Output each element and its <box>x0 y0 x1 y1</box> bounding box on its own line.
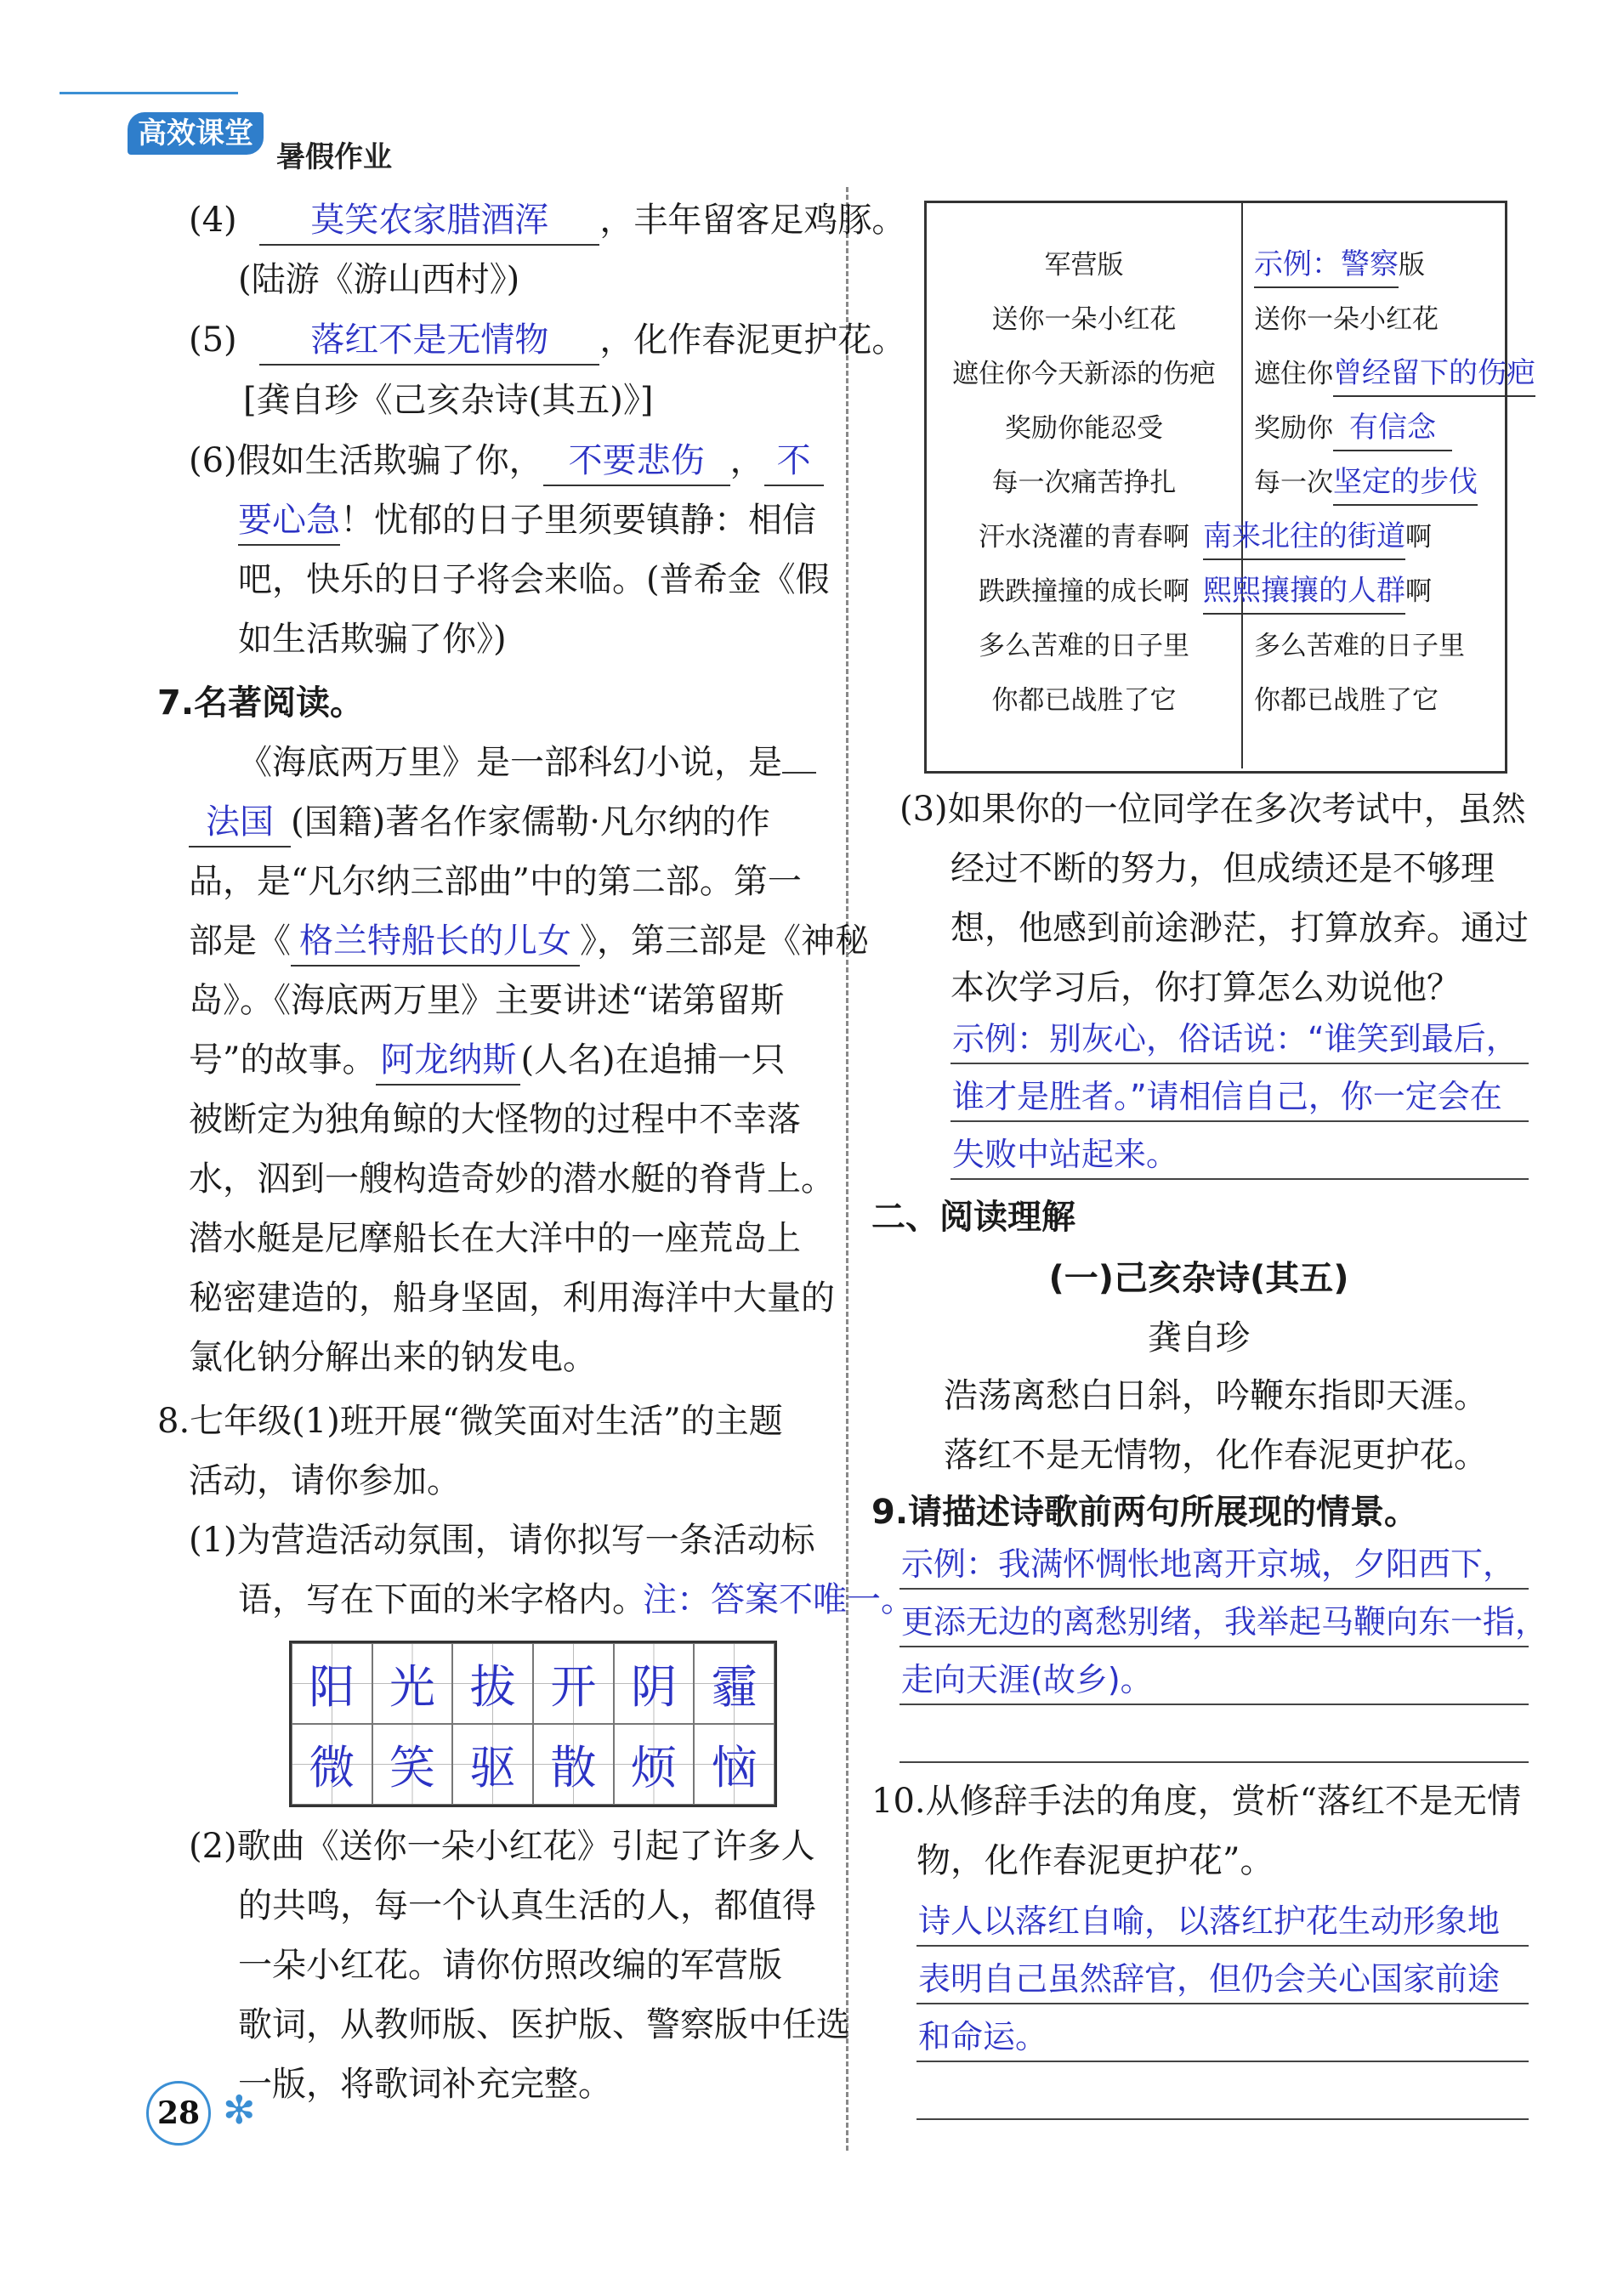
q7-l10: 秘密建造的，船身坚固，利用海洋中大量的 <box>189 1278 835 1318</box>
song-right-line <box>1203 564 1501 619</box>
q8-p2b: 的共鸣，每一个认真生活的人，都值得 <box>238 1886 816 1925</box>
q10-answer: 和命运。 <box>918 2018 1048 2055</box>
song-right-line: 送你一朵小红花 <box>1254 304 1439 335</box>
song-right-line: 你都已战胜了它 <box>1254 685 1439 716</box>
answer-line <box>916 2118 1529 2120</box>
grid-cell: 烦 <box>614 1724 695 1805</box>
q8-3-l4: 本次学习后，你打算怎么劝说他？ <box>951 968 1461 1007</box>
song-table-divider <box>1241 201 1243 768</box>
q6-answer1: 不要悲伤 <box>568 441 705 480</box>
q8-p2c: 一朵小红花。请你仿照改编的军营版 <box>238 1946 782 1985</box>
q7-book-blank <box>291 917 580 967</box>
grid-cell: 散 <box>533 1724 614 1805</box>
q10-t2: 物，化作春泥更护花”。 <box>916 1841 1274 1880</box>
q8-3-answer: 示例：别灰心，俗话说：“谁笑到最后， <box>952 1020 1518 1057</box>
answer-line <box>899 1761 1529 1763</box>
song-right-title <box>1254 238 1501 292</box>
header-subtitle: 暑假作业 <box>276 140 392 174</box>
song-left-line: 多么苦难的日子里 <box>979 631 1189 661</box>
song-left-title: 军营版 <box>1044 250 1124 281</box>
song-r6-answer: 熙熙攘攘的人群 <box>1203 569 1405 615</box>
q7-country-blank <box>189 798 291 848</box>
q7-l1-text: 《海底两万里》是一部科幻小说，是 <box>238 743 782 782</box>
q8-p1b <box>238 1571 915 1630</box>
song-right-title-answer: 示例：警察 <box>1254 242 1399 288</box>
q7-person-blank <box>376 1036 520 1086</box>
page-number: 28 <box>146 2081 211 2146</box>
section-title: 二、阅读理解 <box>871 1198 1075 1237</box>
q7-l2 <box>189 793 770 852</box>
q5-source: [龚自珍《己亥杂诗(其五)》] <box>243 381 654 420</box>
q6-line1 <box>189 432 824 490</box>
q6-answer2a: 不 <box>776 441 811 480</box>
song-left-line: 送你一朵小红花 <box>991 304 1177 335</box>
song-r4-pre: 每一次 <box>1254 468 1333 498</box>
q8-p2d: 歌词，从教师版、医护版、警察版中任选 <box>238 2005 850 2044</box>
poem-line: 落红不是无情物，化作春泥更护花。 <box>944 1436 1488 1475</box>
q9-answer: 更添无边的离愁别绪，我举起马鞭向东一指， <box>901 1603 1548 1641</box>
q5-line <box>189 311 905 370</box>
grid-cell: 开 <box>533 1643 614 1724</box>
q4-answer-blank <box>259 196 599 246</box>
q8-3-l2: 经过不断的努力，但成绩还是不够理 <box>951 849 1495 888</box>
q9-answer: 走向天涯(故乡)。 <box>901 1661 1153 1698</box>
q8-3-l3: 想，他感到前途渺茫，打算放弃。通过 <box>951 909 1529 948</box>
grid-cell: 阴 <box>614 1643 695 1724</box>
q9-answer: 示例：我满怀惆怅地离开京城，夕阳西下， <box>901 1545 1516 1583</box>
q9-title: 9.请描述诗歌前两句所展现的情景。 <box>871 1493 1419 1532</box>
song-r3-answer: 有信念 <box>1333 405 1452 451</box>
song-r2-answer: 曾经留下的伤疤 <box>1333 351 1535 397</box>
song-r5-answer: 南来北往的街道 <box>1203 514 1405 560</box>
q10-answer: 表明自己虽然辞官，但仍会关心国家前途 <box>918 1960 1501 1998</box>
q5-answer-blank <box>259 316 599 366</box>
q7-l5: 岛》。《海底两万里》主要讲述“诺第留斯 <box>189 981 785 1020</box>
song-left-column <box>927 238 1241 728</box>
q6-pre: (6)假如生活欺骗了你， <box>189 441 543 480</box>
q7-person-answer: 阿龙纳斯 <box>380 1040 517 1080</box>
song-r5-post: 啊 <box>1405 522 1432 553</box>
song-right-line <box>1203 510 1501 564</box>
flower-icon: ✻ <box>223 2087 256 2133</box>
poem-line: 浩荡离愁白日斜，吟鞭东指即天涯。 <box>944 1376 1488 1415</box>
q7-country-answer: 法国 <box>206 802 274 842</box>
brand-badge: 高效课堂 <box>128 112 264 155</box>
q4-source: (陆游《游山西村》) <box>238 260 520 299</box>
q5-rest: ，化作春泥更护花。 <box>599 320 906 360</box>
song-r4-answer: 坚定的步伐 <box>1333 460 1478 506</box>
q8-title2: 活动，请你参加。 <box>189 1461 461 1500</box>
q8-p2a: (2)歌曲《送你一朵小红花》引起了许多人 <box>189 1827 815 1866</box>
grid-cell: 恼 <box>694 1724 775 1805</box>
q7-l6-pre: 号”的故事。 <box>189 1040 377 1080</box>
song-left-line: 汗水浇灌的青春啊 <box>979 522 1189 553</box>
song-left-line: 每一次痛苦挣扎 <box>991 468 1177 498</box>
q10-t1-text: 10.从修辞手法的角度，赏析“落红不是无情 <box>871 1782 1522 1821</box>
header-decor-line <box>60 92 238 94</box>
q7-l9: 潜水艇是尼摩船长在大洋中的一座荒岛上 <box>189 1219 801 1258</box>
q7-l6-post: (人名)在追捕一只 <box>520 1040 786 1080</box>
song-right-line <box>1254 347 1535 401</box>
grid-cell: 拔 <box>452 1643 533 1724</box>
q7-l8: 水，泅到一艘构造奇妙的潜水艇的脊背上。 <box>189 1159 835 1199</box>
q6-line3: 吧，快乐的日子将会来临。(普希金《假 <box>238 560 830 599</box>
poem-author: 龚自珍 <box>1148 1318 1250 1358</box>
q8-title1-text: 8.七年级(1)班开展“微笑面对生活”的主题 <box>157 1402 783 1441</box>
q6-line2 <box>238 491 816 550</box>
q7-l4-pre: 部是《 <box>189 921 291 961</box>
q7-l6 <box>189 1031 786 1090</box>
q7-book-answer: 格兰特船长的儿女 <box>299 921 571 961</box>
grid-cell: 笑 <box>372 1724 453 1805</box>
grid-cell: 阳 <box>292 1643 372 1724</box>
q4-rest: ，丰年留客足鸡豚。 <box>599 201 906 240</box>
q6-line2-rest: ！忧郁的日子里须要镇静：相信 <box>340 501 816 540</box>
song-right-line: 多么苦难的日子里 <box>1254 631 1465 661</box>
q10-answer: 诗人以落红自喻，以落红护花生动形象地 <box>918 1902 1501 1940</box>
song-left-line: 跌跌撞撞的成长啊 <box>979 576 1189 607</box>
q8-p1b-text: 语，写在下面的米字格内。 <box>238 1580 646 1619</box>
q4-line <box>189 191 905 250</box>
q8-p2e: 一版，将歌词补充完整。 <box>238 2065 612 2104</box>
q7-l1-blank <box>782 772 816 774</box>
song-left-line: 奖励你能忍受 <box>1005 413 1163 444</box>
q4-answer: 莫笑农家腊酒浑 <box>310 201 549 240</box>
q6-line4: 如生活欺骗了你》) <box>238 620 507 659</box>
song-left-line: 你都已战胜了它 <box>991 685 1177 716</box>
q5-num: (5) <box>189 320 237 360</box>
mizige-grid <box>289 1641 777 1807</box>
grid-cell: 霾 <box>694 1643 775 1724</box>
song-right-title-suffix: 版 <box>1399 250 1425 281</box>
q8-title1 <box>157 1392 783 1451</box>
q7-l4 <box>189 912 869 971</box>
q7-l7: 被断定为独角鲸的大怪物的过程中不幸落 <box>189 1100 801 1139</box>
song-left-line: 遮住你今天新添的伤疤 <box>952 359 1216 389</box>
q6-answer2b: 要心急 <box>238 501 340 540</box>
q6-answer2a-blank <box>764 437 824 486</box>
song-r3-pre: 奖励你 <box>1254 413 1333 444</box>
q7-l11: 氯化钠分解出来的钠发电。 <box>189 1338 597 1377</box>
q6-answer1-blank <box>543 437 730 486</box>
q8-3-l1: (3)如果你的一位同学在多次考试中，虽然 <box>899 790 1526 829</box>
q8-3-answer: 谁才是胜者。”请相信自己，你一定会在 <box>952 1078 1502 1115</box>
q6-comma: ， <box>729 441 764 480</box>
poem-title: (一)己亥杂诗(其五) <box>1048 1259 1349 1298</box>
grid-cell: 驱 <box>452 1724 533 1805</box>
q7-l3: 品，是“凡尔纳三部曲”中的第二部。第一 <box>189 862 802 901</box>
song-r2-pre: 遮住你 <box>1254 359 1333 389</box>
grid-cell: 微 <box>292 1724 372 1805</box>
q8-note: 注：答案不唯一。 <box>643 1580 915 1619</box>
q10-t1 <box>871 1772 1521 1831</box>
q8-p1a: (1)为营造活动氛围，请你拟写一条活动标 <box>189 1521 815 1560</box>
q7-l4-post: 》，第三部是《神秘 <box>580 921 869 961</box>
q7-title: 7.名著阅读。 <box>157 683 365 723</box>
q4-num: (4) <box>189 201 237 240</box>
q5-answer: 落红不是无情物 <box>310 320 549 360</box>
grid-cell: 光 <box>372 1643 453 1724</box>
song-right-line <box>1254 401 1501 456</box>
q6-answer2b-blank <box>238 496 340 546</box>
song-r6-post: 啊 <box>1405 576 1432 607</box>
q7-l1 <box>238 734 816 792</box>
column-divider <box>846 187 848 2151</box>
song-right-column <box>1203 238 1535 728</box>
q7-l2-rest: (国籍)著名作家儒勒·凡尔纳的作 <box>291 802 770 842</box>
song-right-line <box>1254 456 1501 510</box>
q8-3-answer: 失败中站起来。 <box>952 1136 1179 1173</box>
